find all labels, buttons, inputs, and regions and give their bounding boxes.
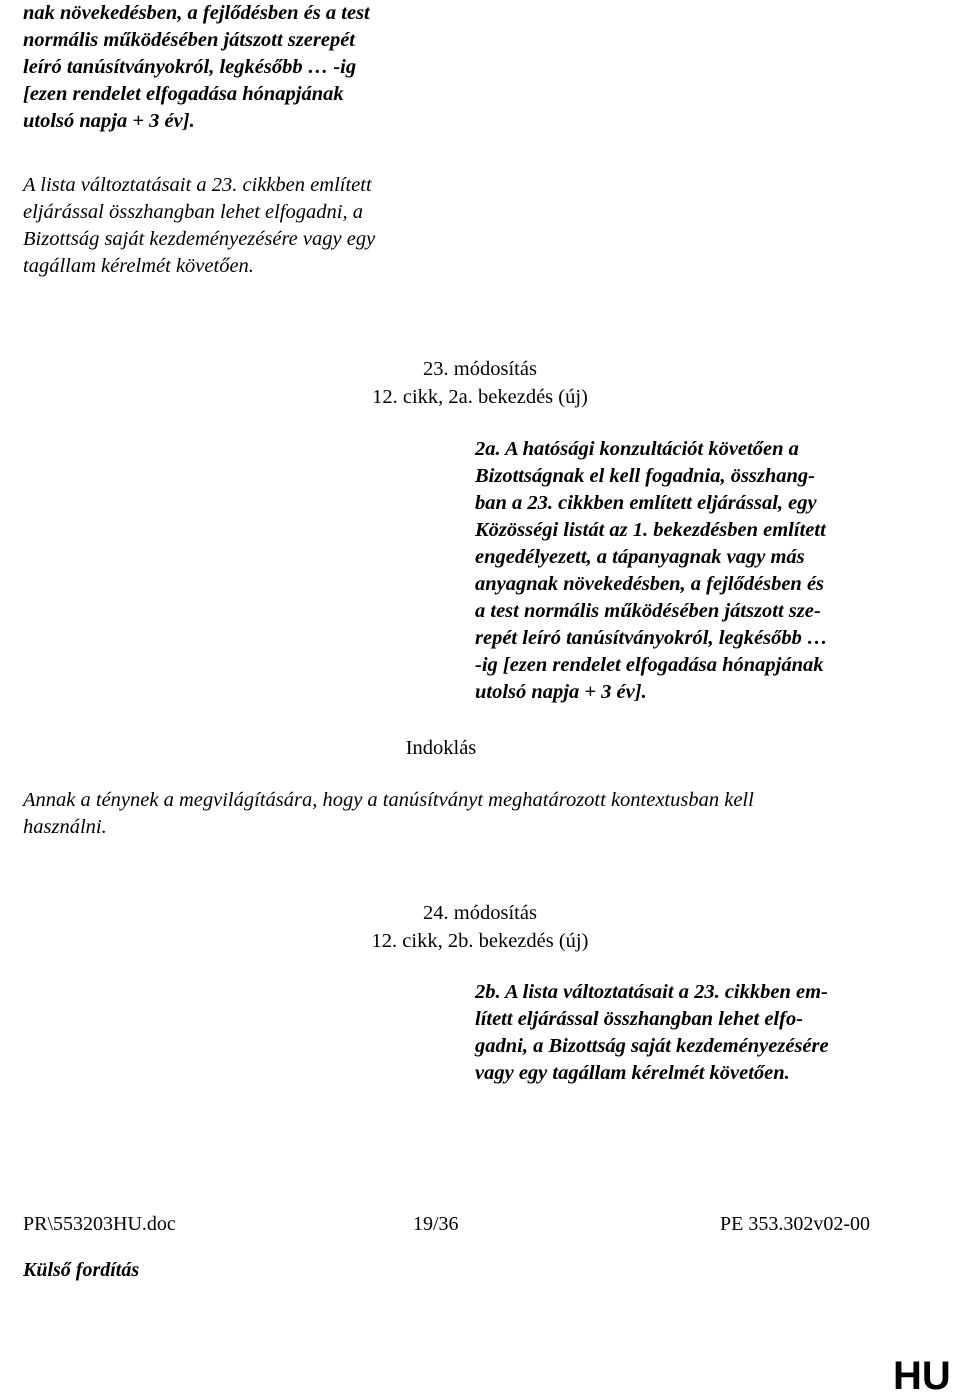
text-line: repét leíró tanúsítványokról, legkésőbb … — [475, 627, 828, 649]
text-line: anyagnak növekedésben, a fejlődésben és — [475, 573, 825, 595]
text-line: engedélyezett, a tápanyagnak vagy más — [475, 546, 805, 568]
text-line: A lista változtatásait a 23. cikkben említett — [23, 174, 372, 196]
text-line: Bizottság saját kezdeményezésére vagy egy — [23, 228, 376, 250]
footer-page-number: 19/36 — [413, 1213, 459, 1235]
justification-heading: Indoklás — [405, 737, 477, 759]
text-line: leíró tanúsítványokról, legkésőbb … -ig — [23, 56, 357, 78]
amendment-23-title: 23. módosítás — [423, 358, 537, 380]
text-line: használni. — [23, 816, 107, 838]
language-code: HU — [893, 1354, 951, 1398]
left-continuation-text — [23, 0, 443, 135]
text-line: lített eljárással összhangban lehet elfo- — [475, 1008, 804, 1030]
amendment-24-reference: 12. cikk, 2b. bekezdés (új) — [371, 930, 589, 952]
amendment-23-text — [475, 436, 945, 706]
footer-pe-reference: PE 353.302v02-00 — [720, 1213, 870, 1235]
text-line: utolsó napja + 3 év]. — [23, 110, 195, 132]
footer-doc-reference: PR\553203HU.doc — [23, 1213, 176, 1235]
text-line: a test normális működésében játszott sze- — [475, 600, 821, 622]
amendment-24-text — [475, 979, 945, 1087]
justification-text — [23, 787, 923, 841]
text-line: utolsó napja + 3 év]. — [475, 681, 647, 703]
left-list-paragraph — [23, 172, 443, 280]
footer-translation-label: Külső fordítás — [23, 1259, 140, 1281]
text-line: nak növekedésben, a fejlődésben és a test — [23, 2, 370, 24]
text-line: ban a 23. cikkben említett eljárással, egy — [475, 492, 817, 514]
text-line: eljárással összhangban lehet elfogadni, a — [23, 201, 363, 223]
amendment-24-title: 24. módosítás — [423, 902, 537, 924]
text-line: -ig [ezen rendelet elfogadása hónapjának — [475, 654, 824, 676]
text-line: Annak a ténynek a megvilágítására, hogy a tanúsítványt meghatározott kontextusban kell — [23, 789, 754, 811]
text-line: normális működésében játszott szerepét — [23, 29, 356, 51]
text-line: [ezen rendelet elfogadása hónapjának — [23, 83, 344, 105]
text-line: 2b. A lista változtatásait a 23. cikkben em- — [475, 981, 828, 1003]
text-line: 2a. A hatósági konzultációt követően a — [475, 438, 799, 460]
amendment-23-reference: 12. cikk, 2a. bekezdés (új) — [372, 386, 588, 408]
text-line: Közösségi listát az 1. bekezdésben említett — [475, 519, 826, 541]
text-line: gadni, a Bizottság saját kezdeményezésére — [475, 1035, 829, 1057]
text-line: Bizottságnak el kell fogadnia, összhang- — [475, 465, 816, 487]
text-line: tagállam kérelmét követően. — [23, 255, 254, 277]
text-line: vagy egy tagállam kérelmét követően. — [475, 1062, 790, 1084]
